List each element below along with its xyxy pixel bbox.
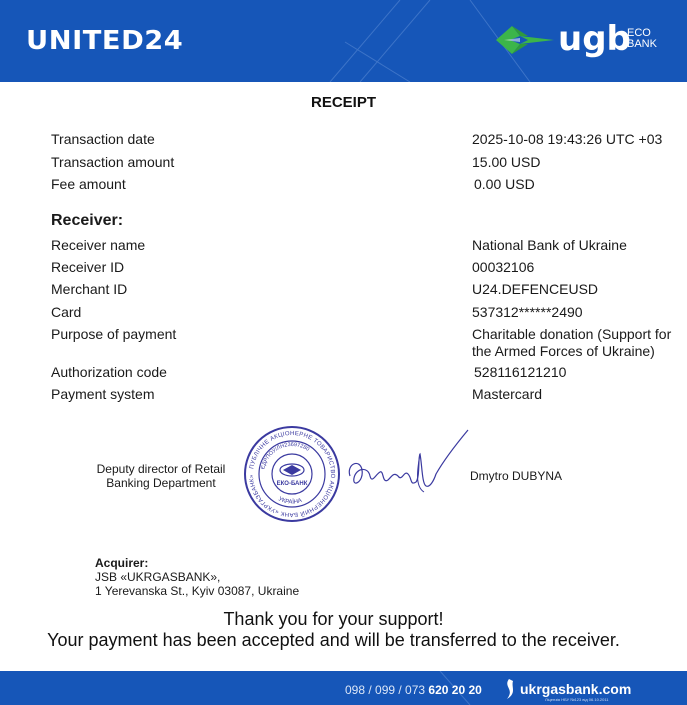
row-value: 2025-10-08 19:43:26 UTC +03: [472, 131, 663, 147]
footer-banner: [0, 671, 687, 705]
receiver-heading: Receiver:: [51, 212, 124, 229]
row-label: Transaction date: [51, 131, 155, 147]
acquirer-block: [95, 556, 299, 598]
united24-logo: UNITED24: [26, 26, 184, 56]
acquirer-address: 1 Yerevanska St., Kyiv 03087, Ukraine: [95, 584, 300, 598]
phone-number: 620 20 20: [428, 683, 482, 697]
footer-license: Ліцензія НБУ №123 від 06.10.2011: [545, 697, 609, 702]
phone-prefixes: 098 / 099 / 073: [345, 683, 426, 697]
row-label: Receiver ID: [51, 259, 125, 275]
row-label: Authorization code: [51, 364, 167, 380]
footer-website: ukrgasbank.com: [520, 681, 632, 697]
header-banner: [0, 0, 687, 82]
ukrgasbank-flame-icon: [501, 679, 517, 699]
row-label: Receiver name: [51, 237, 146, 253]
green-leaf-icon: [494, 22, 554, 58]
row-value: 537312******2490: [472, 304, 583, 320]
row-value: 15.00 USD: [472, 154, 541, 170]
thank-you-message: [0, 609, 667, 651]
row-value: U24.DEFENCEUSD: [472, 281, 599, 297]
row-label: Card: [51, 304, 82, 320]
receipt-title: RECEIPT: [310, 94, 376, 111]
signer-position: Deputy director of Retail Banking Department: [96, 462, 226, 490]
svg-text:ПУБЛІЧНЕ АКЦІОНЕРНЕ ТОВАРИСТВО: ПУБЛІЧНЕ АКЦІОНЕРНЕ ТОВАРИСТВО АКЦІОНЕРНИЙ БАНК «УКРГАЗБАНК»: [248, 430, 336, 518]
thank-you-line: Thank you for your support!: [223, 609, 444, 629]
ugb-wordmark: ugb: [558, 19, 631, 59]
svg-text:ЕКО-БАНК: ЕКО-БАНК: [276, 481, 308, 487]
row-label: Merchant ID: [51, 281, 128, 297]
row-value: Mastercard: [472, 386, 543, 402]
payment-accepted-line: Your payment has been accepted and will be transferred to the receiver.: [47, 630, 620, 650]
svg-text:ЄДРПОУ/ЛН23697280: ЄДРПОУ/ЛН23697280: [260, 441, 311, 471]
acquirer-name: JSB «UKRGASBANK»,: [95, 570, 221, 584]
bank-label: BANK: [627, 38, 657, 50]
row-value: 528116121210: [474, 364, 567, 380]
row-value: 00032106: [472, 259, 535, 275]
row-value: National Bank of Ukraine: [472, 237, 627, 253]
handwritten-signature: [340, 426, 470, 506]
svg-text:УКРАЇНА: УКРАЇНА: [277, 496, 303, 506]
row-label: Purpose of payment: [51, 326, 177, 342]
eco-label: ECO: [627, 27, 651, 39]
row-label: Payment system: [51, 386, 155, 402]
row-value: Charitable donation (Support for the Armed Forces of Ukraine): [472, 326, 672, 359]
acquirer-heading: Acquirer:: [95, 556, 149, 570]
bank-stamp: [243, 425, 341, 523]
row-value: 0.00 USD: [474, 176, 535, 192]
eco-bank-label: [627, 28, 657, 50]
signer-name: Dmytro DUBYNA: [470, 469, 563, 483]
row-label: Fee amount: [51, 176, 126, 192]
row-label: Transaction amount: [51, 154, 175, 170]
footer-phone: [345, 683, 482, 697]
